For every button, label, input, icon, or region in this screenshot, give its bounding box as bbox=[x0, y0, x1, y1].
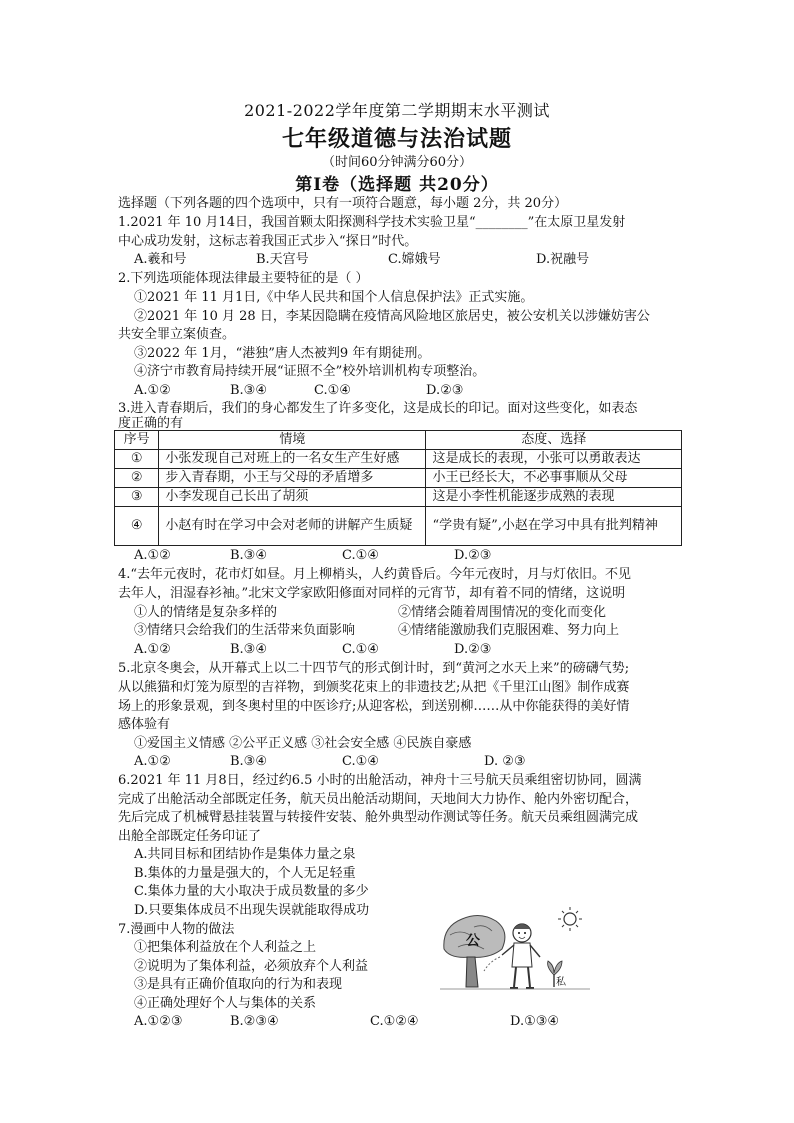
q2-statement-4: ④济宁市教育局持续开展“证照不全”校外培训机构专项整治。 bbox=[134, 364, 486, 379]
q6-option-c: C.集体力量的大小取决于成员数量的多少 bbox=[134, 884, 369, 899]
table-cell: 小赵有时在学习中会对老师的讲解产生质疑 bbox=[159, 507, 426, 546]
q3-stem-line2: 度正确的有 bbox=[118, 416, 184, 431]
q6-stem-line1: 6.2021 年 11 月8日，经过约6.5 小时的出舱活动，神舟十三号航天员乘组密切协同，圆满 bbox=[118, 773, 642, 788]
q5-stem-line2: 从以熊猫和灯笼为原型的吉祥物，到颁奖花束上的非遗技艺;从把《千里江山图》制作成赛 bbox=[118, 680, 630, 695]
q7-option-c: C.①②④ bbox=[370, 1014, 419, 1029]
q1-option-d: D.祝融号 bbox=[536, 252, 590, 267]
q3-table bbox=[114, 430, 682, 546]
table-header-cell: 序号 bbox=[115, 431, 159, 450]
q2-statement-2b: 共安全罪立案侦查。 bbox=[118, 327, 236, 342]
exam-term-title: 2021-2022学年度第二学期期末水平测试 bbox=[244, 101, 550, 120]
q7-statement-1: ①把集体利益放在个人利益之上 bbox=[134, 940, 317, 955]
q6-stem-line4: 出舱全部既定任务印证了 bbox=[118, 829, 262, 844]
table-cell: “学贵有疑”,小赵在学习中具有批判精神 bbox=[426, 507, 682, 546]
table-cell: 小张发现自己对班上的一名女生产生好感 bbox=[159, 450, 426, 469]
q3-option-c: C.①④ bbox=[342, 548, 379, 563]
q6-option-b: B.集体的力量是强大的，个人无足轻重 bbox=[134, 866, 356, 881]
q4-option-d: D.②③ bbox=[454, 642, 492, 657]
table-row bbox=[115, 469, 682, 488]
person-icon bbox=[502, 924, 540, 988]
table-cell: ② bbox=[115, 469, 159, 488]
q7-statement-4: ④正确处理好个人与集体的关系 bbox=[134, 996, 317, 1011]
collective-tree-icon bbox=[444, 915, 505, 987]
q5-statements: ①爱国主义情感 ②公平正义感 ③社会安全感 ④民族自豪感 bbox=[134, 736, 472, 751]
table-row bbox=[115, 507, 682, 546]
table-cell: ③ bbox=[115, 488, 159, 507]
q5-option-b: B.③④ bbox=[230, 754, 267, 769]
q1-option-c: C.嫦娥号 bbox=[388, 252, 441, 267]
q1-option-a: A.羲和号 bbox=[134, 252, 187, 267]
q2-option-a: A.①② bbox=[134, 383, 171, 398]
table-cell: 小王已经长大，不必事事顺从父母 bbox=[426, 469, 682, 488]
table-header-cell: 情境 bbox=[159, 431, 426, 450]
q4-option-c: C.①④ bbox=[342, 642, 379, 657]
q7-option-a: A.①②③ bbox=[134, 1014, 183, 1029]
table-cell: 这是小李性机能逐步成熟的表现 bbox=[426, 488, 682, 507]
q1-option-b: B.天宫号 bbox=[256, 252, 309, 267]
q3-stem-line1: 3.进入青春期后，我们的身心都发生了许多变化，这是成长的印记。面对这些变化，如表态 bbox=[118, 401, 638, 416]
table-cell: 步入青春期，小王与父母的矛盾增多 bbox=[159, 469, 426, 488]
q2-option-d: D.②③ bbox=[426, 383, 464, 398]
table-row bbox=[115, 488, 682, 507]
q5-option-d: D. ②③ bbox=[484, 754, 526, 769]
water-stream bbox=[484, 957, 500, 971]
exam-time-note: （时间60分钟满分60分） bbox=[321, 155, 473, 170]
q5-option-a: A.①② bbox=[134, 754, 171, 769]
q4-statement-2: ②情绪会随着周围情况的变化而变化 bbox=[398, 605, 607, 620]
q6-stem-line2: 完成了出舱活动全部既定任务，航天员出舱活动期间，天地间大力协作、舱内外密切配合， bbox=[118, 792, 639, 807]
exam-subject-title: 七年级道德与法治试题 bbox=[281, 126, 512, 152]
q2-statement-1: ①2021 年 11 月1日,《中华人民共和国个人信息保护法》正式实施。 bbox=[134, 290, 534, 305]
q7-option-d: D.①③④ bbox=[510, 1014, 560, 1029]
q5-stem-line3: 场上的形象景观，到冬奥村里的中医诊疗;从迎客松，到送别柳……从中你能获得的美好情 bbox=[118, 699, 630, 714]
sun-icon bbox=[558, 907, 582, 931]
table-row bbox=[115, 450, 682, 469]
table-header-cell: 态度、选择 bbox=[426, 431, 682, 450]
q7-stem: 7.漫画中人物的做法 bbox=[118, 922, 235, 937]
section-title: 第Ⅰ卷（选择题 共20分） bbox=[295, 175, 499, 195]
q2-statement-2a: ②2021 年 10 月 28 日，李某因隐瞒在疫情高风险地区旅居史，被公安机关以涉嫌妨害公 bbox=[134, 309, 650, 324]
cartoon-sign-public: 公 bbox=[466, 933, 480, 949]
q5-stem-line1: 5.北京冬奥会，从开幕式上以二十四节气的形式倒计时，到“黄河之水天上来”的磅礴气势; bbox=[118, 661, 630, 676]
q7-statement-3: ③是具有正确价值取向的行为和表现 bbox=[134, 977, 343, 992]
q2-stem: 2.下列选项能体现法律最主要特征的是（ ） bbox=[118, 271, 369, 286]
q2-option-b: B.③④ bbox=[230, 383, 267, 398]
table-header-row bbox=[115, 431, 682, 450]
table-cell: ④ bbox=[115, 507, 159, 546]
q4-stem-line1: 4.“去年元夜时，花市灯如昼。月上柳梢头，人约黄昏后。今年元夜时，月与灯依旧。不见 bbox=[118, 567, 632, 582]
table-cell: ① bbox=[115, 450, 159, 469]
q3-option-b: B.③④ bbox=[230, 548, 267, 563]
q4-option-a: A.①② bbox=[134, 642, 171, 657]
q6-option-d: D.只要集体成员不出现失误就能取得成功 bbox=[134, 903, 370, 918]
q4-statement-4: ④情绪能激励我们克服困难、努力向上 bbox=[398, 623, 620, 638]
q4-statement-3: ③情绪只会给我们的生活带来负面影响 bbox=[134, 623, 356, 638]
q3-option-d: D.②③ bbox=[454, 548, 492, 563]
q4-statement-1: ①人的情绪是复杂多样的 bbox=[134, 605, 278, 620]
q6-option-a: A.共同目标和团结协作是集体力量之泉 bbox=[134, 847, 356, 862]
instructions: 选择题（下列各题的四个选项中，只有一项符合题意，每小题 2分，共 20分） bbox=[118, 196, 568, 211]
q7-statement-2: ②说明为了集体利益，必须放弃个人利益 bbox=[134, 959, 369, 974]
q7-option-b: B.②③④ bbox=[230, 1014, 279, 1029]
q1-stem-line2: 中心成功发射，这标志着我国正式步入“探日”时代。 bbox=[118, 234, 418, 249]
q5-stem-line4: 感体验有 bbox=[118, 717, 171, 732]
q4-option-b: B.③④ bbox=[230, 642, 267, 657]
cartoon-sign-private: 私 bbox=[556, 977, 566, 988]
q1-stem-line1: 1.2021 年 10 月14日，我国首颗太阳探测科学技术实验卫星“________”在太原卫星发射 bbox=[118, 215, 626, 230]
cartoon-illustration bbox=[440, 905, 590, 997]
q2-option-c: C.①④ bbox=[314, 383, 351, 398]
table-cell: 这是成长的表现，小张可以勇敢表达 bbox=[426, 450, 682, 469]
q3-option-a: A.①② bbox=[134, 548, 171, 563]
q5-option-c: C.①④ bbox=[342, 754, 379, 769]
table-cell: 小李发现自己长出了胡须 bbox=[159, 488, 426, 507]
q4-stem-line2: 去年人，泪湿春衫袖。”北宋文学家欧阳修面对同样的元宵节，却有着不同的情绪，这说明 bbox=[118, 586, 626, 601]
q2-statement-3: ③2022 年 1月，“港独”唐人杰被判9 年有期徒刑。 bbox=[134, 346, 431, 361]
q6-stem-line3: 先后完成了机械臂悬挂装置与转接件安装、舱外典型动作测试等任务。航天员乘组圆满完成 bbox=[118, 810, 639, 825]
